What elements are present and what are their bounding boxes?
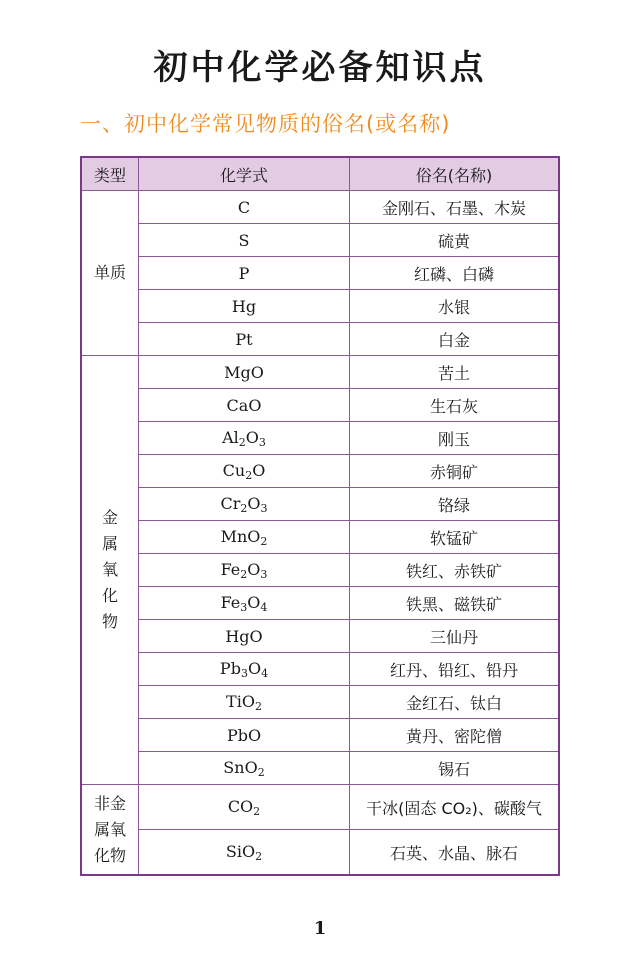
- formula-subscript: 3: [240, 600, 248, 614]
- formula-subscript: 4: [261, 666, 269, 680]
- formula-part: Pb: [219, 658, 241, 678]
- formula-part: O: [247, 559, 261, 579]
- formula-cell: [139, 389, 350, 422]
- formula-part: Pt: [235, 329, 253, 349]
- formula-part: O: [250, 362, 264, 382]
- formula-part: O: [247, 658, 262, 678]
- table-row: [81, 587, 559, 620]
- formula-part: HgO: [225, 626, 263, 646]
- page-number: 1: [313, 918, 327, 939]
- formula-subscript: 3: [260, 567, 268, 581]
- table-row: [81, 653, 559, 686]
- common-name-cell: 铁红、赤铁矿: [350, 554, 560, 587]
- table-row: [81, 224, 559, 257]
- common-name-cell: 刚玉: [350, 422, 560, 455]
- header-common-name: 俗名(名称): [350, 157, 560, 191]
- formula-cell: [139, 830, 350, 876]
- section-heading: 一、初中化学常见物质的俗名(或名称): [80, 112, 451, 136]
- common-name-cell: 红丹、铅红、铅丹: [350, 653, 560, 686]
- formula-part: CO: [227, 796, 254, 816]
- table-row: [81, 785, 559, 830]
- formula-part: O: [247, 493, 261, 513]
- table-row: [81, 257, 559, 290]
- formula-part: Fe: [220, 592, 241, 612]
- formula-subscript: 2: [257, 765, 265, 779]
- table-row: [81, 389, 559, 422]
- table-row: [81, 686, 559, 719]
- common-name-cell: 白金: [350, 323, 560, 356]
- table-row: [81, 620, 559, 653]
- table-row: [81, 356, 559, 389]
- formula-cell: [139, 455, 350, 488]
- table-row: [81, 830, 559, 876]
- formula-cell: [139, 488, 350, 521]
- common-name-cell: 红磷、白磷: [350, 257, 560, 290]
- formula-part: O: [247, 592, 261, 612]
- table-row: [81, 488, 559, 521]
- formula-part: Mg: [224, 362, 251, 382]
- formula-part: Cu: [222, 460, 246, 480]
- table-row: [81, 521, 559, 554]
- common-name-cell: 软锰矿: [350, 521, 560, 554]
- common-name-cell: 硫黄: [350, 224, 560, 257]
- formula-subscript: 3: [260, 501, 268, 515]
- common-name-cell: 水银: [350, 290, 560, 323]
- table-row: [81, 554, 559, 587]
- table-row: [81, 719, 559, 752]
- common-name-cell: 金红石、钛白: [350, 686, 560, 719]
- formula-cell: [139, 422, 350, 455]
- formula-part: PbO: [226, 725, 262, 745]
- table-row: [81, 455, 559, 488]
- formula-cell: [139, 224, 350, 257]
- common-name-cell: 黄丹、密陀僧: [350, 719, 560, 752]
- formula-part: Cr: [220, 493, 241, 513]
- formula-part: TiO: [226, 691, 255, 711]
- table-row: [81, 752, 559, 785]
- formula-subscript: 4: [260, 600, 268, 614]
- formula-part: O: [252, 460, 266, 480]
- header-formula: 化学式: [139, 157, 350, 191]
- common-name-cell: 苦土: [350, 356, 560, 389]
- formula-part: SnO: [223, 757, 258, 777]
- formula-subscript: 2: [240, 501, 248, 515]
- formula-cell: [139, 719, 350, 752]
- table-row: [81, 422, 559, 455]
- formula-part: CaO: [226, 395, 262, 415]
- common-name-cell: 干冰(固态 CO₂)、碳酸气: [350, 785, 560, 830]
- common-name-cell: 石英、水晶、脉石: [350, 830, 560, 876]
- type-cell: 金 属 氧 化 物: [81, 356, 139, 785]
- formula-cell: [139, 257, 350, 290]
- formula-cell: [139, 785, 350, 830]
- formula-part: Fe: [220, 559, 241, 579]
- formula-subscript: 2: [245, 468, 253, 482]
- formula-cell: [139, 356, 350, 389]
- substance-name-table: [80, 156, 560, 876]
- common-name-cell: 三仙丹: [350, 620, 560, 653]
- table-row: [81, 290, 559, 323]
- formula-cell: [139, 653, 350, 686]
- formula-cell: [139, 554, 350, 587]
- type-cell: 单质: [81, 191, 139, 356]
- formula-subscript: 2: [255, 849, 263, 863]
- table-header-row: [81, 157, 559, 191]
- formula-cell: [139, 191, 350, 224]
- formula-cell: [139, 686, 350, 719]
- common-name-cell: 赤铜矿: [350, 455, 560, 488]
- formula-part: O: [245, 427, 259, 447]
- common-name-cell: 铁黑、磁铁矿: [350, 587, 560, 620]
- formula-cell: [139, 323, 350, 356]
- common-name-cell: 锡石: [350, 752, 560, 785]
- formula-subscript: 3: [240, 666, 248, 680]
- formula-cell: [139, 521, 350, 554]
- common-name-cell: 金刚石、石墨、木炭: [350, 191, 560, 224]
- table-row: [81, 323, 559, 356]
- table-row: [81, 191, 559, 224]
- formula-cell: [139, 752, 350, 785]
- header-type: 类型: [81, 157, 139, 191]
- formula-part: Al: [222, 427, 239, 447]
- formula-cell: [139, 587, 350, 620]
- formula-cell: [139, 290, 350, 323]
- formula-subscript: 2: [254, 699, 262, 713]
- formula-subscript: 2: [240, 567, 248, 581]
- formula-part: SiO: [225, 841, 256, 861]
- formula-subscript: 3: [258, 435, 266, 449]
- formula-subscript: 2: [260, 534, 268, 548]
- common-name-cell: 铬绿: [350, 488, 560, 521]
- formula-cell: [139, 620, 350, 653]
- table-body: [81, 191, 559, 876]
- formula-part: S: [238, 230, 250, 250]
- formula-part: P: [238, 263, 250, 283]
- formula-part: C: [237, 197, 251, 217]
- formula-subscript: 2: [253, 804, 261, 818]
- type-cell: 非金 属氧 化物: [81, 785, 139, 876]
- formula-part: Hg: [231, 296, 257, 316]
- common-name-cell: 生石灰: [350, 389, 560, 422]
- formula-part: MnO: [220, 526, 261, 546]
- formula-subscript: 2: [238, 435, 246, 449]
- page-title: 初中化学必备知识点: [153, 48, 487, 88]
